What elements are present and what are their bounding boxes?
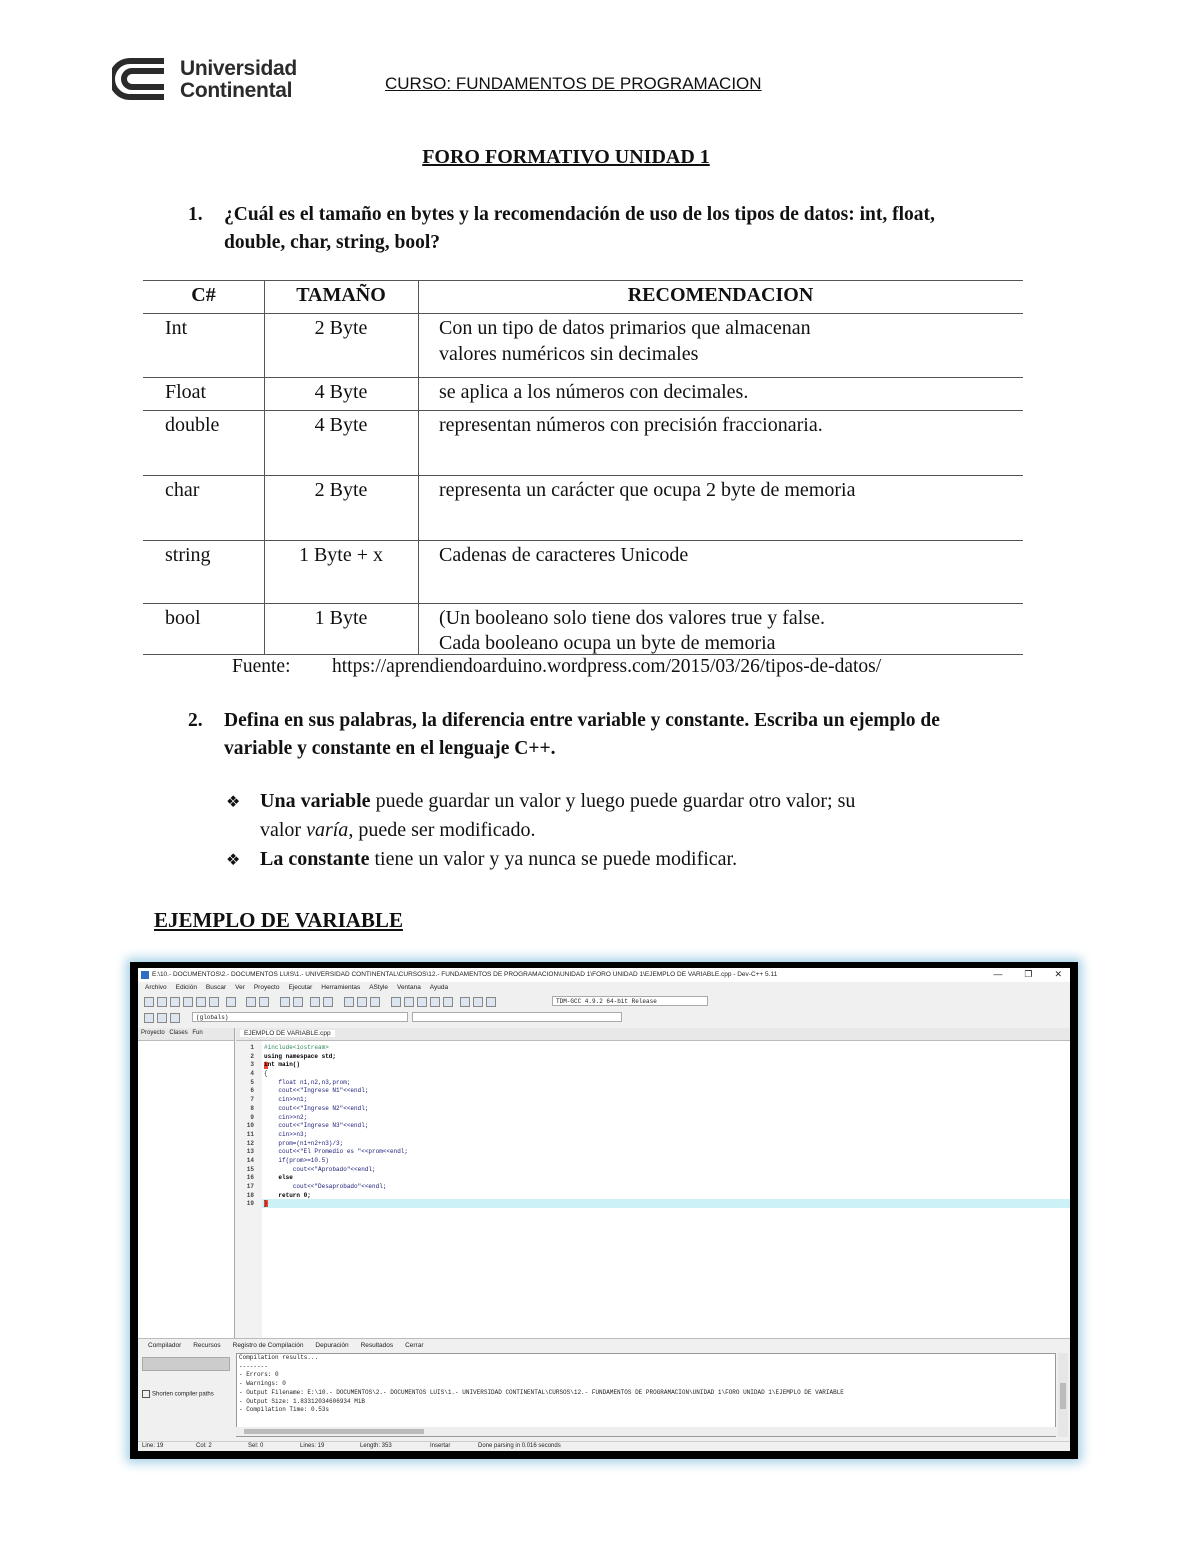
status-mode: Insertar bbox=[430, 1443, 451, 1449]
log-line: -------- bbox=[239, 1362, 268, 1370]
tab-clases[interactable]: Clases bbox=[169, 1030, 188, 1036]
status-length: Length: 353 bbox=[360, 1443, 392, 1449]
tab-fun[interactable]: Fun bbox=[192, 1030, 203, 1036]
status-sel: Sel: 0 bbox=[248, 1443, 264, 1449]
menu-buscar[interactable]: Buscar bbox=[205, 984, 227, 991]
scope-select[interactable]: (globals) bbox=[192, 1012, 408, 1022]
run-icon[interactable] bbox=[404, 997, 414, 1007]
forward-icon[interactable] bbox=[157, 1013, 167, 1023]
code-line: 17 cout<<"Desaprobado"<<endl; bbox=[246, 1183, 387, 1190]
table-cell-recommendation: Cadenas de caracteres Unicode bbox=[439, 544, 689, 566]
bullet-term: Una variable bbox=[260, 790, 371, 812]
table-cell-type: string bbox=[165, 544, 211, 566]
table-cell-type: Float bbox=[165, 381, 207, 403]
replace-icon[interactable] bbox=[293, 997, 303, 1007]
example-heading: EJEMPLO DE VARIABLE bbox=[154, 908, 403, 932]
status-col: Col: 2 bbox=[196, 1443, 212, 1449]
status-line: Line: 19 bbox=[142, 1443, 164, 1449]
table-cell-size: 2 Byte bbox=[314, 479, 368, 501]
logo-text-line2: Continental bbox=[180, 79, 293, 102]
menu-herramientas[interactable]: Herramientas bbox=[321, 984, 361, 991]
bullet-text-end: , puede ser modificado. bbox=[348, 819, 536, 841]
project-panel bbox=[138, 1028, 235, 1338]
check-icon[interactable] bbox=[443, 997, 453, 1007]
table-cell-size: 4 Byte bbox=[314, 381, 368, 403]
log-line: - Compilation Time: 0.53s bbox=[239, 1406, 330, 1414]
new-file-icon[interactable] bbox=[144, 997, 154, 1007]
table-cell-size: 4 Byte bbox=[314, 414, 368, 436]
table-cell-type: double bbox=[165, 414, 220, 436]
code-line: 4 { bbox=[250, 1070, 268, 1078]
log-line: - Errors: 0 bbox=[239, 1371, 279, 1379]
table-cell-size: 2 Byte bbox=[314, 317, 368, 339]
window-titlebar bbox=[138, 968, 1070, 982]
tab-recursos[interactable]: Recursos bbox=[193, 1342, 221, 1349]
tab-resultados[interactable]: Resultados bbox=[360, 1342, 394, 1349]
table-header-recommendation: RECOMENDACION bbox=[627, 284, 814, 306]
compile-run-icon[interactable] bbox=[417, 997, 427, 1007]
chart-icon[interactable] bbox=[473, 997, 483, 1007]
tab-registro[interactable]: Registro de Compilación bbox=[232, 1342, 304, 1349]
diamond-bullet-icon: ❖ bbox=[226, 850, 241, 869]
tab-compilador[interactable]: Compilador bbox=[148, 1342, 182, 1349]
code-line: 6 cout<<"Ingrese N1"<<endl; bbox=[250, 1087, 369, 1095]
editor-tab-file[interactable]: EJEMPLO DE VARIABLE.cpp bbox=[240, 1030, 335, 1037]
code-line: 11 cin>>n3; bbox=[246, 1130, 308, 1138]
table-header-type: C# bbox=[191, 284, 216, 306]
status-message: Done parsing in 0.016 seconds bbox=[478, 1443, 561, 1449]
menu-edicion[interactable]: Edición bbox=[175, 984, 197, 991]
code-line: 12 prom=(n1+n2+n3)/3; bbox=[246, 1139, 344, 1147]
menu-ejecutar[interactable]: Ejecutar bbox=[288, 984, 313, 991]
code-line: 2 using namespace std; bbox=[250, 1052, 337, 1060]
indent-icon[interactable] bbox=[310, 997, 320, 1007]
goto-icon[interactable] bbox=[344, 997, 354, 1007]
app-icon bbox=[141, 971, 149, 979]
tab-proyecto[interactable]: Proyecto bbox=[141, 1030, 165, 1036]
function-select[interactable] bbox=[412, 1012, 622, 1022]
source-label: Fuente: bbox=[232, 656, 291, 677]
code-line: 9 cin>>n2; bbox=[250, 1113, 308, 1121]
table-cell-size: 1 Byte bbox=[314, 607, 368, 629]
university-logo bbox=[112, 57, 322, 103]
table-cell-size: 1 Byte + x bbox=[298, 544, 384, 566]
menu-ayuda[interactable]: Ayuda bbox=[429, 984, 449, 991]
find-icon[interactable] bbox=[280, 997, 290, 1007]
redo-icon[interactable] bbox=[259, 997, 269, 1007]
menu-archivo[interactable]: Archivo bbox=[145, 984, 167, 991]
log-line: - Output Size: 1.83312034606934 MiB bbox=[239, 1397, 366, 1405]
code-line: 1 #include<iostream> bbox=[250, 1044, 329, 1051]
table-cell-recommendation: (Un booleano solo tiene dos valores true y false. bbox=[439, 607, 826, 629]
table-cell-recommendation-line2: Cada booleano ocupa un byte de memoria bbox=[439, 632, 776, 654]
course-heading: CURSO: FUNDAMENTOS DE PROGRAMACION bbox=[385, 74, 762, 93]
minimize-icon[interactable]: — bbox=[993, 969, 1003, 979]
menu-ver[interactable]: Ver bbox=[235, 984, 245, 991]
document-title: FORO FORMATIVO UNIDAD 1 bbox=[422, 146, 710, 168]
compile-icon[interactable] bbox=[391, 997, 401, 1007]
compiler-select[interactable]: TDM-GCC 4.9.2 64-bit Release bbox=[552, 996, 708, 1006]
main-toolbar bbox=[138, 994, 1070, 1008]
table-cell-recommendation-line2: valores numéricos sin decimales bbox=[439, 343, 699, 365]
code-line: 7 cin>>n1; bbox=[250, 1096, 308, 1104]
open-icon[interactable] bbox=[157, 997, 167, 1007]
code-editor[interactable] bbox=[236, 1028, 1070, 1338]
nav-icon[interactable] bbox=[170, 1013, 180, 1023]
stop-icon[interactable] bbox=[460, 997, 470, 1007]
menu-bar bbox=[138, 982, 1070, 993]
menu-astyle[interactable]: AStyle bbox=[369, 984, 389, 991]
bullet-text: tiene un valor y ya nunca se puede modificar. bbox=[369, 848, 738, 870]
log-line: - Warnings: 0 bbox=[239, 1380, 286, 1388]
log-line: Compilation results... bbox=[239, 1354, 319, 1361]
log-line: - Output Filename: E:\10.- DOCUMENTOS\2.- DOCUMENTOS LUIS\1.- UNIVERSIDAD CONTINENTAL\CURSOS\12.- FUNDAMENTOS DE PROGRAMACION\UNIDAD 1\FORO UNIDAD 1\EJEMPLO DE VARIABLE bbox=[239, 1388, 844, 1396]
table-cell-type: char bbox=[165, 479, 200, 501]
bookmark-icon[interactable] bbox=[357, 997, 367, 1007]
log-horizontal-scrollbar[interactable] bbox=[236, 1427, 1058, 1436]
close-file-icon[interactable] bbox=[196, 997, 206, 1007]
table-cell-type: Int bbox=[165, 317, 188, 339]
menu-ventana[interactable]: Ventana bbox=[396, 984, 421, 991]
table-cell-recommendation: representan números con precisión fraccionaria. bbox=[439, 414, 823, 436]
logo-mark-icon bbox=[112, 57, 172, 101]
diamond-bullet-icon: ❖ bbox=[226, 792, 241, 811]
ide-screenshot bbox=[130, 962, 1078, 1459]
code-line: 10 cout<<"Ingrese N3"<<endl; bbox=[246, 1122, 369, 1130]
table-header-size: TAMAÑO bbox=[296, 284, 386, 306]
abort-compilation-button[interactable] bbox=[142, 1357, 230, 1371]
bullet-italic: varía bbox=[306, 819, 349, 841]
code-line: 3 int main() bbox=[250, 1061, 301, 1069]
table-cell-recommendation: se aplica a los números con decimales. bbox=[439, 381, 749, 403]
code-line: 5 float n1,n2,n3,prom; bbox=[250, 1078, 351, 1086]
unindent-icon[interactable] bbox=[323, 997, 333, 1007]
save-all-icon[interactable] bbox=[183, 997, 193, 1007]
bullet-term: La constante bbox=[260, 848, 370, 870]
question-text: Defina en sus palabras, la diferencia entre variable y constante. Escriba un ejemplo de variable y constante en el lenguaje C++. bbox=[224, 710, 940, 759]
code-line: 14 if(prom>=10.5) bbox=[246, 1156, 329, 1164]
rebuild-icon[interactable] bbox=[430, 997, 440, 1007]
bottom-tabs bbox=[138, 1338, 1070, 1353]
undo-icon[interactable] bbox=[246, 997, 256, 1007]
status-bar bbox=[138, 1441, 1070, 1451]
close-all-icon[interactable] bbox=[209, 997, 219, 1007]
maximize-icon[interactable]: ❐ bbox=[1024, 969, 1033, 979]
save-icon[interactable] bbox=[170, 997, 180, 1007]
close-icon[interactable]: ✕ bbox=[1054, 969, 1062, 979]
table-cell-recommendation: representa un carácter que ocupa 2 byte de memoria bbox=[439, 479, 856, 501]
table-cell-recommendation: Con un tipo de datos primarios que almacenan bbox=[439, 317, 811, 339]
log-vertical-scrollbar[interactable] bbox=[1058, 1353, 1068, 1437]
print-icon[interactable] bbox=[226, 997, 236, 1007]
back-icon[interactable] bbox=[144, 1013, 154, 1023]
bookmark-next-icon[interactable] bbox=[370, 997, 380, 1007]
shorten-paths-checkbox[interactable]: Shorten compiler paths bbox=[142, 1390, 214, 1398]
data-types-table bbox=[143, 280, 1023, 656]
code-line: 18 return 0; bbox=[246, 1191, 311, 1199]
code-line: 16 else bbox=[246, 1174, 293, 1182]
window-title: E:\10.- DOCUMENTOS\2.- DOCUMENTOS LUIS\1.- UNIVERSIDAD CONTINENTAL\CURSOS\12.- FUNDAMENTOS DE PROGRAMACION\UNIDAD 1\FORO UNIDAD 1\EJEMPLO DE VARIABLE.cpp - Dev-C++ 5.11 bbox=[152, 971, 778, 978]
code-line: 19 } bbox=[246, 1200, 268, 1208]
devcpp-window bbox=[138, 968, 1070, 1451]
tab-depuracion[interactable]: Depuración bbox=[315, 1342, 349, 1349]
question-number: 1. bbox=[188, 204, 203, 225]
debug-icon[interactable] bbox=[486, 997, 496, 1007]
source-url: https://aprendiendoarduino.wordpress.com/2015/03/26/tipos-de-datos/ bbox=[332, 656, 882, 677]
code-line: 13 cout<<"El Promedio es "<<prom<<endl; bbox=[246, 1148, 409, 1156]
menu-proyecto[interactable]: Proyecto bbox=[253, 984, 280, 991]
bullet-text: puede guardar un valor y luego puede guardar otro valor; su valor bbox=[260, 790, 856, 841]
code-line: 8 cout<<"Ingrese N2"<<endl; bbox=[250, 1104, 369, 1112]
code-content bbox=[246, 1044, 1064, 1209]
question-text: ¿Cuál es el tamaño en bytes y la recomendación de uso de los tipos de datos: int, float, double, char, string, bool? bbox=[224, 204, 935, 253]
table-cell-type: bool bbox=[165, 607, 201, 629]
logo-text-line1: Universidad bbox=[180, 57, 297, 80]
log-options bbox=[138, 1353, 234, 1439]
compile-log bbox=[236, 1353, 1056, 1437]
code-line: 15 cout<<"Aprobado"<<endl; bbox=[246, 1165, 376, 1173]
status-lines: Lines: 19 bbox=[300, 1443, 325, 1449]
class-toolbar bbox=[138, 1010, 1070, 1024]
question-number: 2. bbox=[188, 710, 203, 731]
tab-cerrar[interactable]: Cerrar bbox=[405, 1342, 424, 1349]
